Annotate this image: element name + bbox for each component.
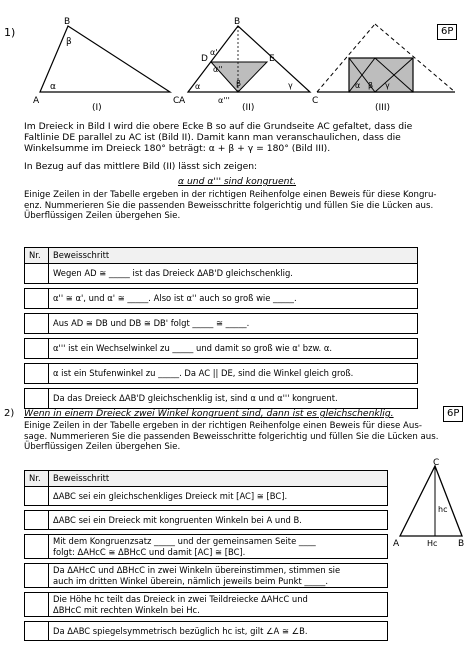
step-number-input[interactable] — [25, 314, 49, 334]
figure-2-alpha: α — [195, 82, 201, 91]
figure-1 — [33, 17, 179, 113]
step-number-input[interactable] — [25, 564, 49, 588]
table-row — [25, 314, 418, 334]
figure-1-caption: (I) — [92, 103, 102, 113]
step-text: Da ΔABC spiegelsymmetrisch bezüglich hc ist, gilt ∠A ≅ ∠B. — [49, 622, 388, 641]
step-number-input[interactable] — [25, 622, 49, 641]
intro-line: Faltlinie DE parallel zu AC ist (Bild II). Damit kann man veranschaulichen, dass die — [24, 132, 401, 143]
figure-1-alpha: α — [50, 82, 56, 92]
figure-2-beta: β — [236, 79, 242, 88]
table-row — [25, 264, 418, 284]
column-header-step: Beweisschritt — [49, 248, 418, 264]
step-text-line: Mit dem Kongruenzsatz _____ und der gemeinsamen Seite ____ — [53, 536, 316, 546]
label-b: B — [458, 539, 465, 549]
section2-triangle-figure — [392, 458, 472, 553]
column-header-nr: Nr. — [25, 248, 49, 264]
column-header-step: Beweisschritt — [49, 471, 388, 487]
step-number-input[interactable] — [25, 389, 49, 409]
step-text: ΔABC sei ein gleichschenkliges Dreieck mit [AC] ≅ [BC]. — [49, 487, 388, 506]
figure-2-label-d: D — [201, 54, 208, 64]
step-text: α''' ist ein Wechselwinkel zu _____ und damit so groß wie α' bzw. α. — [49, 339, 418, 359]
step-text-line: Die Höhe hc teilt das Dreieck in zwei Teildreiecke ΔAHcC und — [53, 594, 308, 604]
step-text: Wegen AD ≅ _____ ist das Dreieck ΔAB'D gleichschenklig. — [49, 264, 418, 284]
instruction-line: Überflüssigen Zeilen übergehen Sie. — [24, 211, 181, 222]
instruction-line: sage. Nummerieren Sie die passenden Beweisschritte folgerichtig und füllen Sie die Lücken aus. — [24, 431, 439, 442]
figure-1-label-c: C — [173, 96, 180, 106]
label-hc-point: Hc — [427, 539, 438, 548]
step-number-input[interactable] — [25, 264, 49, 284]
section1-instructions — [24, 190, 470, 222]
figure-2-label-c: C — [312, 96, 319, 106]
figure-2-label-b: B — [234, 17, 241, 27]
step-text-line: auch im dritten Winkel überein, nämlich jeweils beim Punkt _____. — [53, 575, 329, 586]
column-header-nr: Nr. — [25, 471, 49, 487]
instruction-line: Überflüssigen Zeilen übergehen Sie. — [24, 442, 181, 453]
section1-bezug: In Bezug auf das mittlere Bild (II) lässt sich zeigen: — [24, 161, 258, 172]
table-row — [25, 364, 418, 384]
step-text: Da das Dreieck ΔAB'D gleichschenklig ist, sind α und α''' kongruent. — [49, 389, 418, 409]
step-number-input[interactable] — [25, 289, 49, 309]
step-number-input[interactable] — [25, 593, 49, 617]
step-number-input[interactable] — [25, 487, 49, 506]
label-hc-height: hc — [438, 505, 448, 514]
step-number-input[interactable] — [25, 511, 49, 530]
table-row — [25, 511, 388, 530]
step-text-line: folgt: ΔAHcC ≅ ΔBHcC und damit [AC] ≅ [BC]. — [53, 546, 246, 557]
figure-2-alpha2: α'' — [213, 65, 223, 74]
figure-1-label-a: A — [33, 96, 40, 106]
section1-number: 1) — [4, 26, 16, 39]
table-row — [25, 289, 418, 309]
step-text-line: Da ΔAHcC und ΔBHcC in zwei Winkeln übereinstimmen, stimmen sie — [53, 565, 341, 575]
table-row — [25, 593, 388, 617]
section1-points-badge: 6P — [437, 24, 457, 40]
figure-2-alpha3: α''' — [218, 96, 230, 105]
figure-3-gamma: γ — [385, 81, 390, 90]
figure-1-label-b: B — [64, 17, 71, 27]
section1-claim: α und α''' sind kongruent. — [177, 176, 297, 187]
figure-2-label-e: E — [269, 54, 275, 64]
section2-number: 2) — [4, 408, 15, 419]
table-header-row — [25, 471, 388, 487]
step-text — [49, 564, 388, 588]
table-row — [25, 535, 388, 559]
figure-2-gamma: γ — [288, 81, 293, 90]
step-text: α'' ≅ α', und α' ≅ _____. Also ist α'' auch so groß wie _____. — [49, 289, 418, 309]
figure-3 — [315, 14, 465, 114]
step-text-line: ΔBHcC mit rechten Winkeln bei Hc. — [53, 604, 200, 615]
instruction-line: Einige Zeilen in der Tabelle ergeben in der richtigen Reihenfolge einen Beweis für diese Kongru- — [24, 190, 437, 200]
table-row — [25, 622, 388, 641]
table-row — [25, 389, 418, 409]
table-header-row — [25, 248, 418, 264]
step-number-input[interactable] — [25, 535, 49, 559]
triangle-abc — [400, 466, 462, 536]
table-row — [25, 564, 388, 588]
figure-2-label-a: A — [179, 96, 186, 106]
label-c: C — [433, 458, 440, 468]
figure-2-caption: (II) — [242, 103, 255, 113]
figure-1-beta: β — [66, 37, 72, 47]
intro-line: Winkelsumme im Dreieck 180° beträgt: α + β + γ = 180° (Bild III). — [24, 143, 331, 154]
figure-1-triangle — [40, 26, 170, 92]
intro-line: Im Dreieck in Bild I wird die obere Ecke B so auf die Grundseite AC gefaltet, dass die — [24, 121, 413, 132]
step-text: Aus AD ≅ DB und DB ≅ DB' folgt _____ ≅ _____. — [49, 314, 418, 334]
instruction-line: Einige Zeilen in der Tabelle ergeben in der richtigen Reihenfolge einen Beweis für diese Aus- — [24, 421, 422, 431]
step-text — [49, 593, 388, 617]
section1-figures — [20, 14, 360, 114]
step-text — [49, 535, 388, 559]
section2-instructions — [24, 421, 470, 453]
table-row — [25, 339, 418, 359]
step-text: α ist ein Stufenwinkel zu _____. Da AC || DE, sind die Winkel gleich groß. — [49, 364, 418, 384]
step-number-input[interactable] — [25, 364, 49, 384]
instruction-line: enz. Nummerieren Sie die passenden Beweisschritte folgerichtig und füllen Sie die Lücken aus. — [24, 200, 434, 211]
section2-points-badge: 6P — [443, 406, 463, 422]
figure-3-caption: (III) — [375, 103, 390, 113]
section2-claim: Wenn in einem Dreieck zwei Winkel kongruent sind, dann ist es gleichschenklig. — [24, 408, 394, 419]
figure-3-beta: β — [368, 81, 374, 90]
figure-2-alpha1: α' — [210, 48, 218, 57]
section1-intro — [24, 121, 464, 154]
table-row — [25, 487, 388, 506]
step-number-input[interactable] — [25, 339, 49, 359]
figure-3-alpha: α — [355, 81, 361, 90]
label-a: A — [393, 539, 400, 549]
section2-proof-table — [24, 470, 388, 641]
section1-proof-table — [24, 247, 418, 409]
step-text: ΔABC sei ein Dreieck mit kongruenten Winkeln bei A und B. — [49, 511, 388, 530]
figure-2 — [179, 17, 318, 113]
